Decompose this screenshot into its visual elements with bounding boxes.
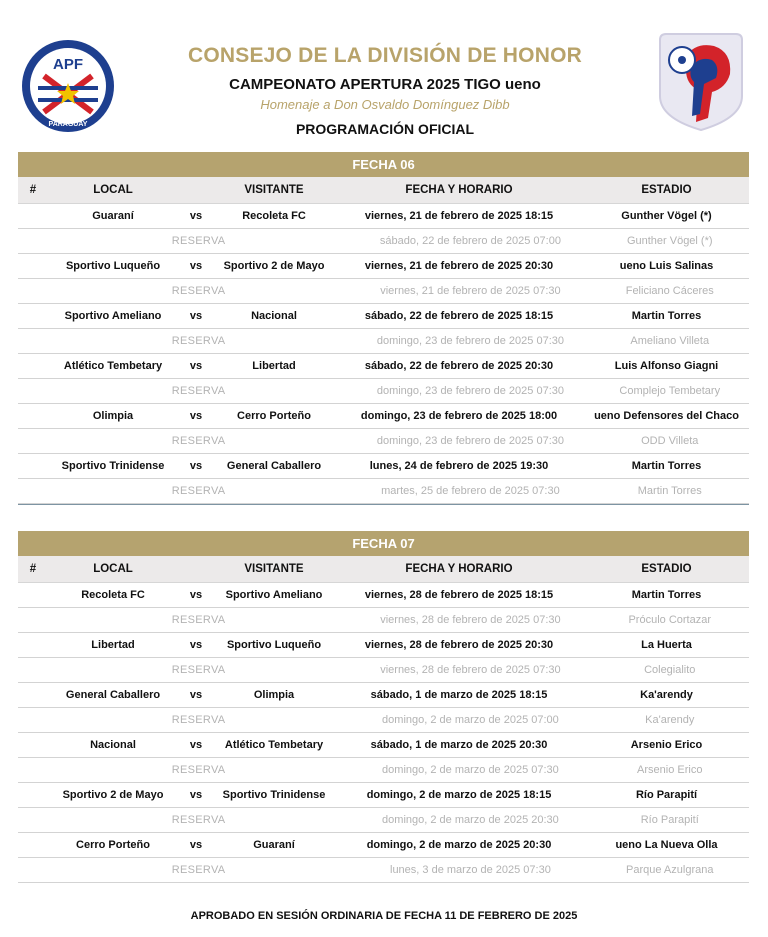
col-stadium: ESTADIO bbox=[641, 184, 692, 196]
local-team: Sportivo 2 de Mayo bbox=[62, 789, 164, 801]
reserve-label: RESERVA bbox=[171, 864, 226, 876]
reserve-row bbox=[18, 479, 749, 504]
match-datetime: domingo, 2 de marzo de 2025 20:30 bbox=[366, 839, 552, 851]
match-row bbox=[18, 404, 749, 429]
apf-logo-text: APF bbox=[53, 56, 83, 73]
reserve-row bbox=[18, 279, 749, 304]
col-local: LOCAL bbox=[93, 563, 133, 575]
col-local: LOCAL bbox=[93, 184, 133, 196]
col-datetime: FECHA Y HORARIO bbox=[405, 184, 513, 196]
match-rows bbox=[18, 583, 749, 883]
reserve-label: RESERVA bbox=[171, 385, 226, 397]
visitor-team: Sportivo Luqueño bbox=[226, 639, 322, 651]
match-row bbox=[18, 204, 749, 229]
match-datetime: sábado, 22 de febrero de 2025 18:15 bbox=[364, 310, 554, 322]
reserve-datetime: domingo, 23 de febrero de 2025 07:30 bbox=[376, 385, 564, 397]
local-team: Libertad bbox=[91, 639, 135, 651]
match-stadium: Río Parapití bbox=[635, 789, 698, 801]
visitor-team: Guaraní bbox=[253, 839, 295, 851]
reserve-stadium: Martin Torres bbox=[637, 485, 702, 497]
match-stadium: ueno Luis Salinas bbox=[619, 260, 714, 272]
championship-title: CAMPEONATO APERTURA 2025 TIGO ueno bbox=[229, 76, 541, 93]
visitor-team: Nacional bbox=[251, 310, 297, 322]
match-rows bbox=[18, 204, 749, 504]
reserve-row bbox=[18, 608, 749, 633]
reserve-stadium: Colegialito bbox=[644, 664, 696, 676]
match-row bbox=[18, 833, 749, 858]
vs-label: vs bbox=[189, 310, 203, 322]
reserve-label: RESERVA bbox=[171, 485, 226, 497]
section-end-line bbox=[18, 504, 749, 505]
vs-label: vs bbox=[189, 839, 203, 851]
program-title: PROGRAMACIÓN OFICIAL bbox=[295, 121, 475, 137]
reserve-stadium: Ameliano Villeta bbox=[630, 335, 710, 347]
visitor-team: General Caballero bbox=[226, 460, 322, 472]
match-datetime: domingo, 2 de marzo de 2025 18:15 bbox=[366, 789, 552, 801]
reserve-row bbox=[18, 429, 749, 454]
council-title: CONSEJO DE LA DIVISIÓN DE HONOR bbox=[188, 44, 582, 67]
reserve-stadium: Feliciano Cáceres bbox=[625, 285, 714, 297]
match-datetime: sábado, 1 de marzo de 2025 18:15 bbox=[370, 689, 548, 701]
reserve-stadium: Complejo Tembetary bbox=[619, 385, 721, 397]
col-visitor: VISITANTE bbox=[244, 184, 304, 196]
match-datetime: lunes, 24 de febrero de 2025 19:30 bbox=[369, 460, 549, 472]
reserve-row bbox=[18, 658, 749, 683]
match-row bbox=[18, 454, 749, 479]
round-title: FECHA 06 bbox=[18, 152, 749, 177]
local-team: Cerro Porteño bbox=[76, 839, 150, 851]
reserve-label: RESERVA bbox=[171, 435, 226, 447]
visitor-team: Atlético Tembetary bbox=[224, 739, 324, 751]
reserve-label: RESERVA bbox=[171, 714, 226, 726]
match-row bbox=[18, 583, 749, 608]
reserve-stadium: Ka'arendy bbox=[645, 714, 695, 726]
local-team: Recoleta FC bbox=[81, 589, 145, 601]
apf-logo bbox=[20, 38, 116, 134]
local-team: Nacional bbox=[90, 739, 136, 751]
match-stadium: La Huerta bbox=[641, 639, 692, 651]
reserve-datetime: viernes, 28 de febrero de 2025 07:30 bbox=[380, 614, 561, 626]
visitor-team: Sportivo 2 de Mayo bbox=[223, 260, 325, 272]
reserve-row bbox=[18, 229, 749, 254]
match-stadium: Gunther Vögel (*) bbox=[621, 210, 712, 222]
reserve-row bbox=[18, 758, 749, 783]
reserve-label: RESERVA bbox=[171, 614, 226, 626]
reserve-datetime: sábado, 22 de febrero de 2025 07:00 bbox=[379, 235, 561, 247]
local-team: Sportivo Luqueño bbox=[65, 260, 161, 272]
round-section-07 bbox=[18, 531, 749, 883]
visitor-team: Cerro Porteño bbox=[237, 410, 311, 422]
local-team: Guaraní bbox=[92, 210, 134, 222]
visitor-team: Sportivo Trinidense bbox=[222, 789, 326, 801]
reserve-label: RESERVA bbox=[171, 285, 226, 297]
round-section-06 bbox=[18, 152, 749, 505]
reserve-row bbox=[18, 379, 749, 404]
reserve-row bbox=[18, 858, 749, 883]
match-datetime: viernes, 21 de febrero de 2025 18:15 bbox=[364, 210, 554, 222]
reserve-row bbox=[18, 329, 749, 354]
match-row bbox=[18, 254, 749, 279]
vs-label: vs bbox=[189, 789, 203, 801]
reserve-stadium: Río Parapití bbox=[640, 814, 699, 826]
match-stadium: ueno La Nueva Olla bbox=[615, 839, 718, 851]
approval-footer: APROBADO EN SESIÓN ORDINARIA DE FECHA 11 DE FEBRERO DE 2025 bbox=[190, 910, 578, 922]
match-stadium: Arsenio Erico bbox=[630, 739, 703, 751]
visitor-team: Olimpia bbox=[253, 689, 295, 701]
vs-label: vs bbox=[189, 260, 203, 272]
division-honor-logo bbox=[656, 26, 746, 134]
match-stadium: Ka'arendy bbox=[640, 689, 693, 701]
reserve-row bbox=[18, 808, 749, 833]
local-team: Olimpia bbox=[92, 410, 134, 422]
reserve-datetime: domingo, 23 de febrero de 2025 07:30 bbox=[376, 335, 564, 347]
vs-label: vs bbox=[189, 689, 203, 701]
reserve-datetime: domingo, 2 de marzo de 2025 07:00 bbox=[382, 714, 559, 726]
reserve-datetime: domingo, 2 de marzo de 2025 07:30 bbox=[382, 764, 559, 776]
match-stadium: Martin Torres bbox=[631, 310, 702, 322]
match-datetime: viernes, 28 de febrero de 2025 18:15 bbox=[364, 589, 554, 601]
match-row bbox=[18, 354, 749, 379]
local-team: Sportivo Ameliano bbox=[64, 310, 162, 322]
local-team: Atlético Tembetary bbox=[63, 360, 163, 372]
col-visitor: VISITANTE bbox=[244, 563, 304, 575]
match-datetime: viernes, 28 de febrero de 2025 20:30 bbox=[364, 639, 554, 651]
reserve-stadium: Próculo Cortazar bbox=[628, 614, 712, 626]
vs-label: vs bbox=[189, 410, 203, 422]
reserve-label: RESERVA bbox=[171, 764, 226, 776]
reserve-row bbox=[18, 708, 749, 733]
round-title: FECHA 07 bbox=[18, 531, 749, 556]
match-stadium: Martin Torres bbox=[631, 589, 702, 601]
match-row bbox=[18, 633, 749, 658]
column-header-row bbox=[18, 177, 749, 204]
reserve-datetime: martes, 25 de febrero de 2025 07:30 bbox=[381, 485, 560, 497]
reserve-stadium: Parque Azulgrana bbox=[626, 864, 714, 876]
col-num: # bbox=[29, 563, 37, 575]
visitor-team: Recoleta FC bbox=[242, 210, 306, 222]
reserve-datetime: viernes, 21 de febrero de 2025 07:30 bbox=[380, 285, 561, 297]
match-stadium: Luis Alfonso Giagni bbox=[614, 360, 719, 372]
match-row bbox=[18, 733, 749, 758]
reserve-label: RESERVA bbox=[171, 814, 226, 826]
reserve-stadium: Arsenio Erico bbox=[637, 764, 703, 776]
match-datetime: viernes, 21 de febrero de 2025 20:30 bbox=[364, 260, 554, 272]
visitor-team: Sportivo Ameliano bbox=[225, 589, 323, 601]
match-datetime: sábado, 1 de marzo de 2025 20:30 bbox=[370, 739, 548, 751]
local-team: Sportivo Trinidense bbox=[61, 460, 165, 472]
match-datetime: sábado, 22 de febrero de 2025 20:30 bbox=[364, 360, 554, 372]
vs-label: vs bbox=[189, 210, 203, 222]
vs-label: vs bbox=[189, 460, 203, 472]
apf-logo-ring: PARAGUAY bbox=[48, 121, 88, 128]
match-stadium: ueno Defensores del Chaco bbox=[594, 410, 739, 422]
reserve-datetime: viernes, 28 de febrero de 2025 07:30 bbox=[380, 664, 561, 676]
vs-label: vs bbox=[189, 639, 203, 651]
col-num: # bbox=[29, 184, 37, 196]
reserve-stadium: Gunther Vögel (*) bbox=[626, 235, 713, 247]
document-header bbox=[150, 44, 620, 137]
column-header-row bbox=[18, 556, 749, 583]
reserve-label: RESERVA bbox=[171, 664, 226, 676]
reserve-datetime: domingo, 23 de febrero de 2025 07:30 bbox=[376, 435, 564, 447]
match-datetime: domingo, 23 de febrero de 2025 18:00 bbox=[360, 410, 558, 422]
vs-label: vs bbox=[189, 589, 203, 601]
reserve-label: RESERVA bbox=[171, 235, 226, 247]
reserve-stadium: ODD Villeta bbox=[641, 435, 699, 447]
reserve-label: RESERVA bbox=[171, 335, 226, 347]
col-datetime: FECHA Y HORARIO bbox=[405, 563, 513, 575]
reserve-datetime: domingo, 2 de marzo de 2025 20:30 bbox=[382, 814, 559, 826]
local-team: General Caballero bbox=[65, 689, 161, 701]
vs-label: vs bbox=[189, 739, 203, 751]
reserve-datetime: lunes, 3 de marzo de 2025 07:30 bbox=[390, 864, 551, 876]
match-stadium: Martin Torres bbox=[631, 460, 702, 472]
col-stadium: ESTADIO bbox=[641, 563, 692, 575]
match-row bbox=[18, 683, 749, 708]
vs-label: vs bbox=[189, 360, 203, 372]
match-row bbox=[18, 304, 749, 329]
homage-line: Homenaje a Don Osvaldo Domínguez Dibb bbox=[260, 97, 510, 112]
match-row bbox=[18, 783, 749, 808]
visitor-team: Libertad bbox=[252, 360, 296, 372]
